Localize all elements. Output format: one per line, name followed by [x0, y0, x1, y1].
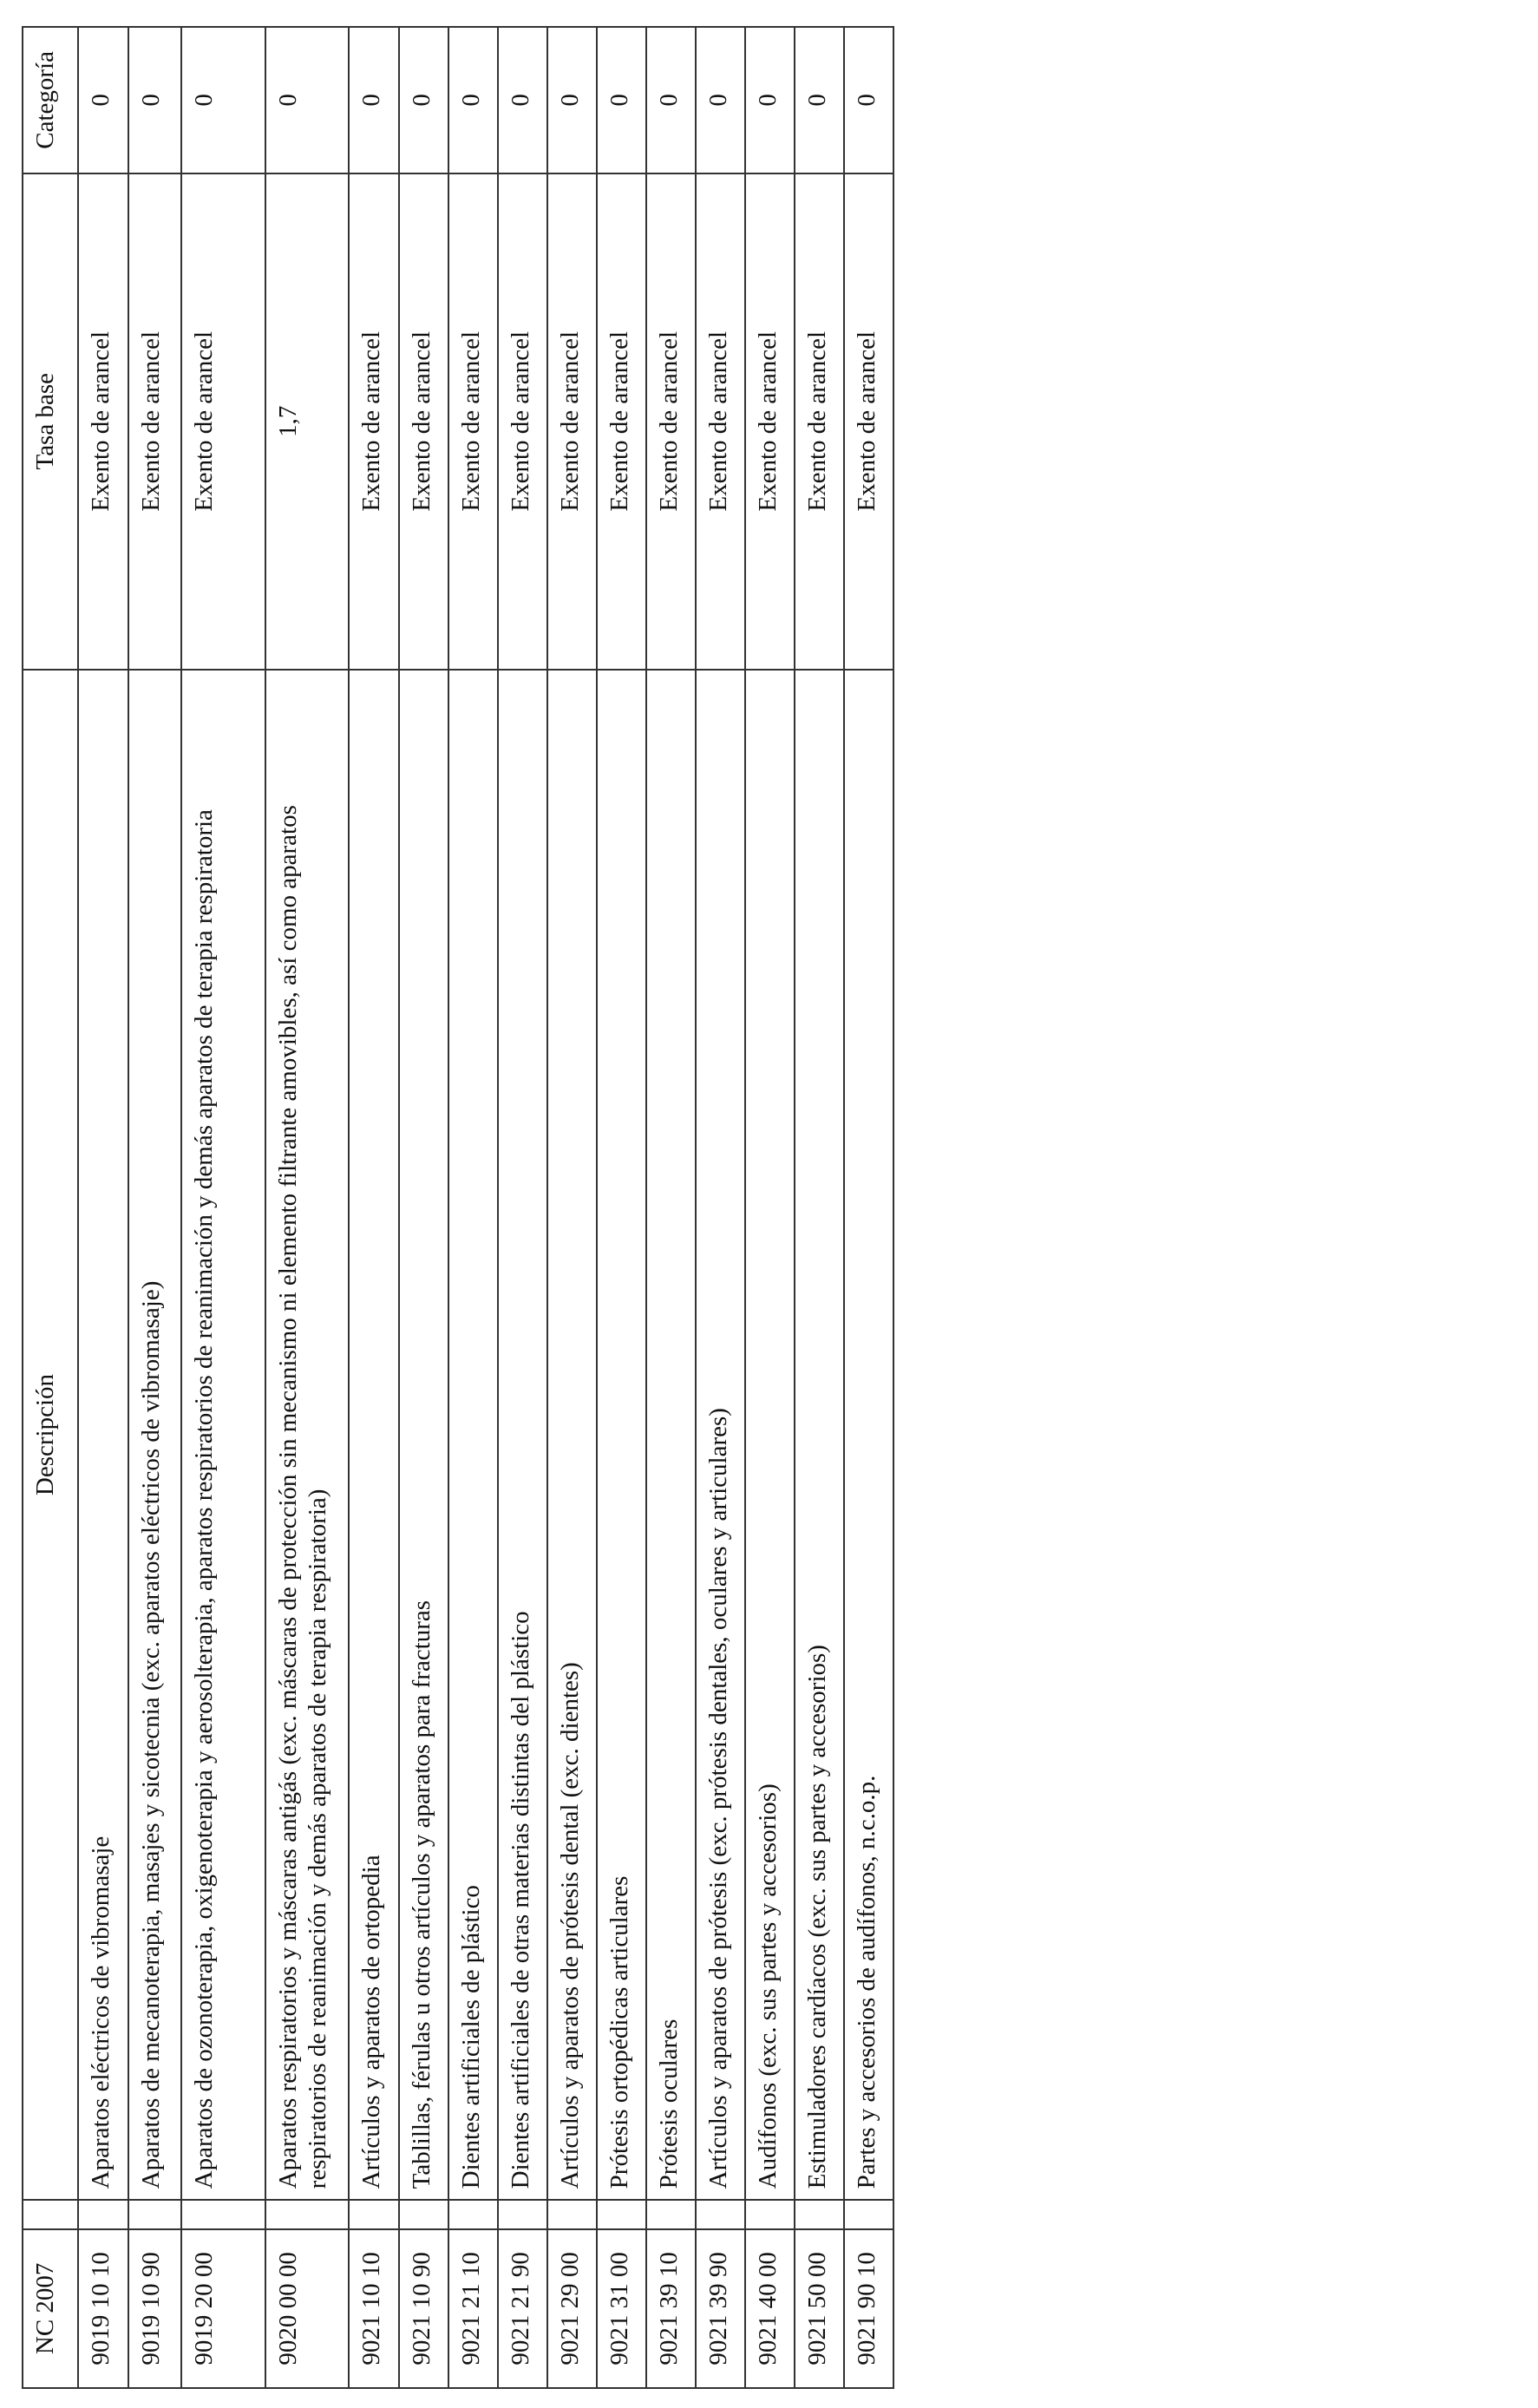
row-spacer	[265, 2200, 349, 2228]
row-rate: Exento de arancel	[795, 173, 844, 670]
table-row	[696, 27, 745, 2388]
row-rate: Exento de arancel	[181, 173, 265, 670]
row-code: 9021 39 10	[646, 2229, 696, 2388]
row-code: 9021 90 10	[844, 2229, 893, 2388]
row-category: 0	[265, 27, 349, 173]
row-spacer	[696, 2200, 745, 2228]
row-rate: Exento de arancel	[696, 173, 745, 670]
row-spacer	[597, 2200, 646, 2228]
tariff-table	[22, 26, 894, 2389]
row-description: Artículos y aparatos de prótesis (exc. prótesis dentales, oculares y articulares)	[696, 670, 745, 2201]
row-category: 0	[795, 27, 844, 173]
table-row	[128, 27, 181, 2388]
row-description: Aparatos eléctricos de vibromasaje	[78, 670, 128, 2201]
row-category: 0	[597, 27, 646, 173]
row-category: 0	[844, 27, 893, 173]
row-code: 9019 10 90	[128, 2229, 181, 2388]
row-spacer	[745, 2200, 795, 2228]
header-description: Descripción	[23, 670, 78, 2201]
table-row	[265, 27, 349, 2388]
header-row	[23, 27, 78, 2388]
row-description: Aparatos respiratorios y máscaras antigás (exc. máscaras de protección sin mecanismo ni elemento filtrante amovibles, así como aparatos respiratorios de reanimación y demás aparatos de terapia respiratoria)	[265, 670, 349, 2201]
table-row	[745, 27, 795, 2388]
row-category: 0	[696, 27, 745, 173]
row-rate: Exento de arancel	[498, 173, 547, 670]
table-row	[646, 27, 696, 2388]
table-row	[399, 27, 448, 2388]
row-rate: Exento de arancel	[597, 173, 646, 670]
row-code: 9021 31 00	[597, 2229, 646, 2388]
row-spacer	[547, 2200, 597, 2228]
row-rate: Exento de arancel	[646, 173, 696, 670]
row-description: Artículos y aparatos de ortopedia	[349, 670, 399, 2201]
row-description: Tablillas, férulas u otros artículos y aparatos para fracturas	[399, 670, 448, 2201]
row-category: 0	[349, 27, 399, 173]
row-category: 0	[547, 27, 597, 173]
row-code: 9021 21 10	[448, 2229, 498, 2388]
row-rate: Exento de arancel	[349, 173, 399, 670]
row-description: Audífonos (exc. sus partes y accesorios)	[745, 670, 795, 2201]
table-row	[498, 27, 547, 2388]
row-code: 9020 00 00	[265, 2229, 349, 2388]
row-category: 0	[78, 27, 128, 173]
table-row	[448, 27, 498, 2388]
row-category: 0	[128, 27, 181, 173]
row-spacer	[349, 2200, 399, 2228]
row-category: 0	[646, 27, 696, 173]
row-code: 9021 50 00	[795, 2229, 844, 2388]
row-rate: Exento de arancel	[399, 173, 448, 670]
row-spacer	[844, 2200, 893, 2228]
table-row	[547, 27, 597, 2388]
row-description: Dientes artificiales de plástico	[448, 670, 498, 2201]
row-rate: Exento de arancel	[745, 173, 795, 670]
row-rate: Exento de arancel	[78, 173, 128, 670]
table-row	[844, 27, 893, 2388]
row-description: Aparatos de ozonoterapia, oxigenoterapia y aerosolterapia, aparatos respiratorios de reanimación y demás aparatos de terapia respiratoria	[181, 670, 265, 2201]
row-code: 9021 21 90	[498, 2229, 547, 2388]
row-code: 9019 20 00	[181, 2229, 265, 2388]
row-rate: Exento de arancel	[448, 173, 498, 670]
row-code: 9021 39 90	[696, 2229, 745, 2388]
row-spacer	[795, 2200, 844, 2228]
row-description: Artículos y aparatos de prótesis dental (exc. dientes)	[547, 670, 597, 2201]
row-spacer	[448, 2200, 498, 2228]
row-rate: Exento de arancel	[844, 173, 893, 670]
header-category: Categoría	[23, 27, 78, 173]
table-row	[795, 27, 844, 2388]
table-row	[181, 27, 265, 2388]
row-description: Partes y accesorios de audífonos, n.c.o.p.	[844, 670, 893, 2201]
row-category: 0	[745, 27, 795, 173]
row-code: 9019 10 10	[78, 2229, 128, 2388]
row-description: Prótesis ortopédicas articulares	[597, 670, 646, 2201]
header-code: NC 2007	[23, 2229, 78, 2388]
row-description: Aparatos de mecanoterapia, masajes y sicotecnia (exc. aparatos eléctricos de vibromasaje)	[128, 670, 181, 2201]
header-rate: Tasa base	[23, 173, 78, 670]
row-code: 9021 10 10	[349, 2229, 399, 2388]
row-code: 9021 29 00	[547, 2229, 597, 2388]
table-row	[349, 27, 399, 2388]
header-spacer	[23, 2200, 78, 2228]
table-row	[597, 27, 646, 2388]
row-spacer	[646, 2200, 696, 2228]
row-spacer	[128, 2200, 181, 2228]
row-category: 0	[498, 27, 547, 173]
row-category: 0	[399, 27, 448, 173]
row-description: Dientes artificiales de otras materias distintas del plástico	[498, 670, 547, 2201]
row-description: Prótesis oculares	[646, 670, 696, 2201]
row-spacer	[399, 2200, 448, 2228]
row-spacer	[498, 2200, 547, 2228]
table-row	[78, 27, 128, 2388]
row-spacer	[78, 2200, 128, 2228]
row-rate: Exento de arancel	[547, 173, 597, 670]
row-description: Estimuladores cardíacos (exc. sus partes y accesorios)	[795, 670, 844, 2201]
row-spacer	[181, 2200, 265, 2228]
row-category: 0	[448, 27, 498, 173]
table-body	[78, 27, 893, 2388]
row-code: 9021 10 90	[399, 2229, 448, 2388]
row-rate: 1,7	[265, 173, 349, 670]
row-rate: Exento de arancel	[128, 173, 181, 670]
row-code: 9021 40 00	[745, 2229, 795, 2388]
row-category: 0	[181, 27, 265, 173]
